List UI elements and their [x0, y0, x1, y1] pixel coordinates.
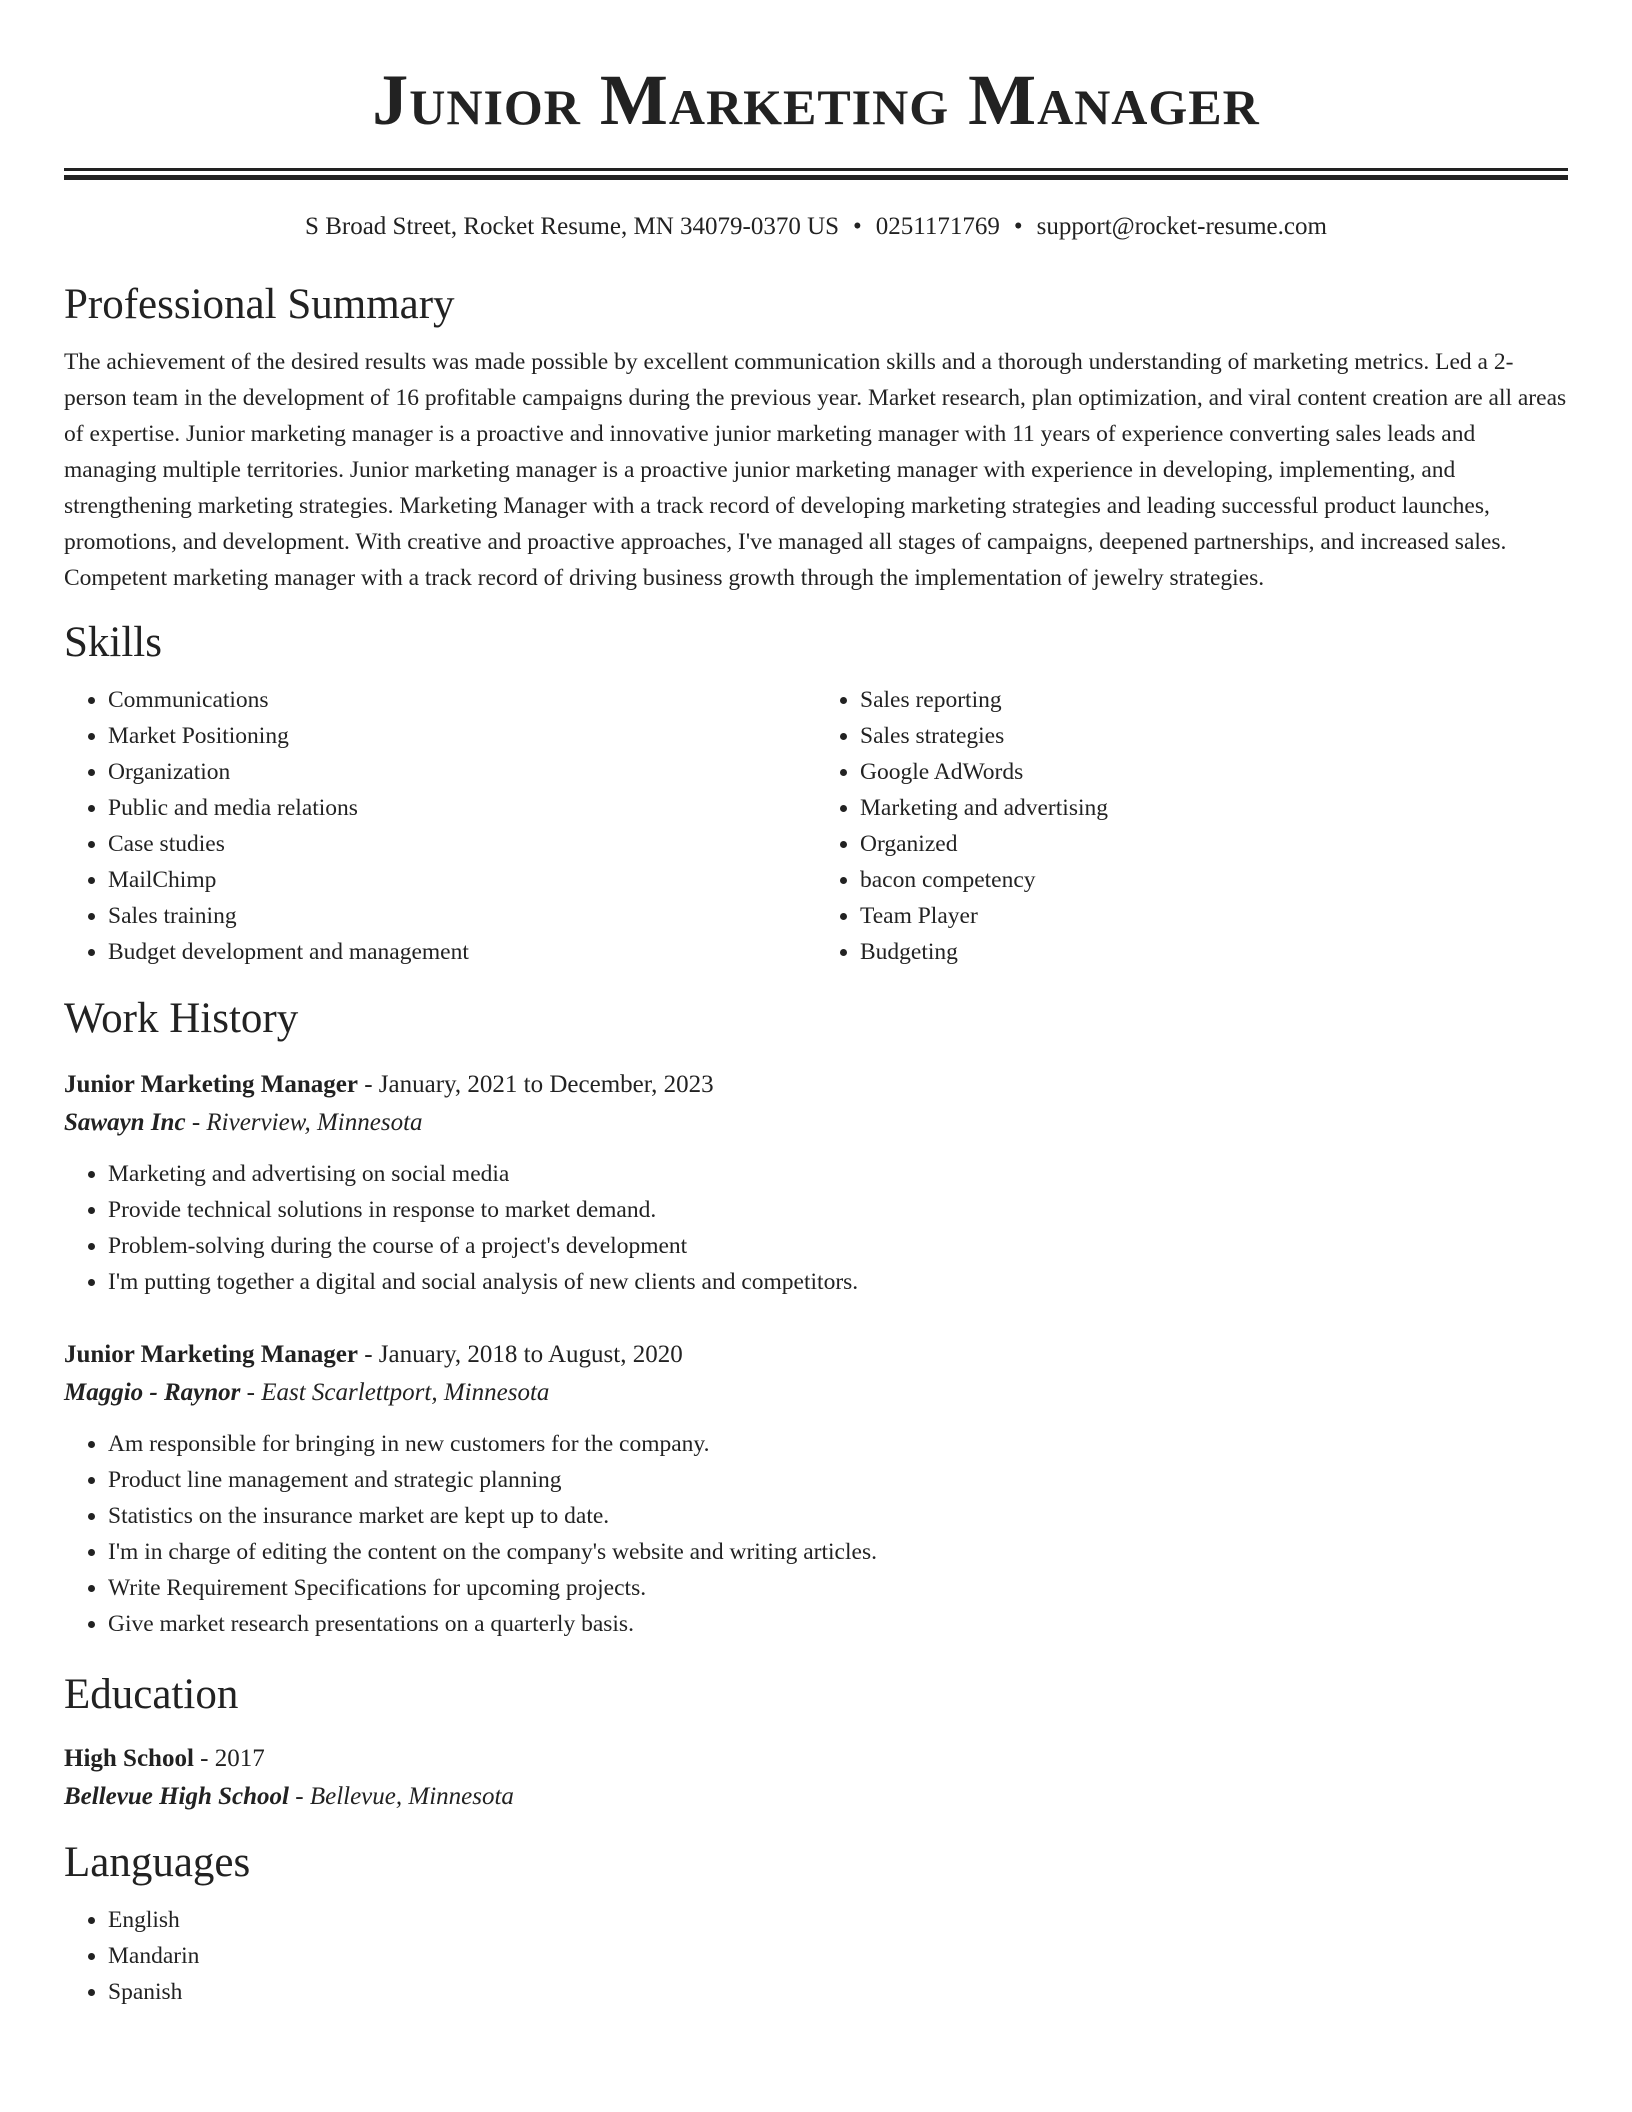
skill-item: • Organization: [108, 754, 816, 790]
company-line: [64, 1374, 1568, 1412]
skill-item: • Communications: [108, 682, 816, 718]
summary-heading: Professional Summary: [64, 281, 455, 328]
graduation-year: - 2017: [193, 1745, 265, 1772]
job-bullet: • Product line management and strategic planning: [108, 1462, 1568, 1498]
work-history-heading: Work History: [64, 995, 299, 1042]
job-bullet: • I'm in charge of editing the content on the company's website and writing articles.: [108, 1534, 1568, 1570]
skills-columns: [64, 682, 1568, 970]
company-location: - Riverview, Minnesota: [185, 1109, 423, 1136]
company-name: Sawayn Inc: [64, 1109, 186, 1136]
school-name: Bellevue High School: [64, 1783, 289, 1810]
title-divider: [64, 168, 1568, 180]
skill-item: • Budget development and management: [108, 934, 816, 970]
skill-item: • Organized: [860, 826, 1568, 862]
skill-item: • Market Positioning: [108, 718, 816, 754]
job-dates: - January, 2018 to August, 2020: [357, 1341, 683, 1368]
job-bullet: • Problem-solving during the course of a project's development: [108, 1228, 1568, 1264]
language-item: • Mandarin: [108, 1938, 1568, 1974]
company-location: - East Scarlettport, Minnesota: [240, 1379, 550, 1406]
contact-separator: •: [853, 213, 862, 240]
job-bullet: • Statistics on the insurance market are kept up to date.: [108, 1498, 1568, 1534]
skills-list-left: [64, 682, 816, 970]
language-item: • English: [108, 1902, 1568, 1938]
contact-phone: 0251171769: [875, 213, 1000, 240]
job-bullet: • Give market research presentations on a quarterly basis.: [108, 1606, 1568, 1642]
skill-item: • MailChimp: [108, 862, 816, 898]
degree: High School: [64, 1745, 194, 1772]
skill-item: • bacon competency: [860, 862, 1568, 898]
languages-list: [64, 1902, 1568, 2010]
skill-item: • Sales training: [108, 898, 816, 934]
company-name: Maggio - Raynor: [64, 1379, 241, 1406]
job-bullet: • Marketing and advertising on social media: [108, 1156, 1568, 1192]
skill-item: • Team Player: [860, 898, 1568, 934]
languages-heading: Languages: [64, 1839, 251, 1886]
job-dates: - January, 2021 to December, 2023: [357, 1071, 714, 1098]
job-title-line: [64, 1066, 1568, 1104]
skill-item: • Budgeting: [860, 934, 1568, 970]
job-bullets: [64, 1156, 1568, 1300]
job-bullets: [64, 1426, 1568, 1642]
skills-heading: Skills: [64, 619, 162, 666]
contact-separator: •: [1013, 213, 1023, 240]
degree-line: [64, 1740, 1568, 1778]
skill-item: • Public and media relations: [108, 790, 816, 826]
school-line: [64, 1778, 1568, 1816]
skill-item: • Google AdWords: [860, 754, 1568, 790]
skill-item: • Case studies: [108, 826, 816, 862]
job-bullet: • Provide technical solutions in response to market demand.: [108, 1192, 1568, 1228]
job-title-line: [64, 1336, 1568, 1374]
resume-title: Junior Marketing Manager: [372, 60, 1260, 140]
language-item: • Spanish: [108, 1974, 1568, 2010]
job-entry: [64, 1066, 1568, 1300]
skill-item: • Marketing and advertising: [860, 790, 1568, 826]
job-bullet: • Am responsible for bringing in new customers for the company.: [108, 1426, 1568, 1462]
contact-address: S Broad Street, Rocket Resume, MN 34079-0370 US: [305, 213, 840, 240]
job-bullet: • Write Requirement Specifications for upcoming projects.: [108, 1570, 1568, 1606]
school-location: - Bellevue, Minnesota: [289, 1783, 514, 1810]
education-heading: Education: [64, 1671, 239, 1718]
contact-email: support@rocket-resume.com: [1036, 213, 1327, 240]
skill-item: • Sales strategies: [860, 718, 1568, 754]
skills-list-right: [816, 682, 1568, 970]
skill-item: • Sales reporting: [860, 682, 1568, 718]
job-entry: [64, 1336, 1568, 1642]
contact-line: [64, 212, 1568, 242]
company-line: [64, 1104, 1568, 1142]
job-title: Junior Marketing Manager: [64, 1341, 358, 1368]
job-bullet: • I'm putting together a digital and social analysis of new clients and competitors.: [108, 1264, 1568, 1300]
summary-text: The achievement of the desired results was made possible by excellent communication skills and a thorough understanding of marketing metrics. Led a 2-person team in the development of 16 profitable campaigns during the previous year. Market research, plan optimization, and viral content creation are all areas of expertise. Junior marketing manager is a proactive and innovative junior marketing manager with 11 years of experience converting sales leads and managing multiple territories. Junior marketing manager is a proactive junior marketing manager with experience in developing, implementing, and strengthening marketing strategies. Marketing Manager with a track record of developing marketing strategies and leading successful product launches, promotions, and development. With creative and proactive approaches, I've managed all stages of campaigns, deepened partnerships, and increased sales. Competent marketing manager with a track record of driving business growth through the implementation of jewelry strategies.: [64, 349, 1567, 591]
job-title: Junior Marketing Manager: [64, 1071, 358, 1098]
education-entry: [64, 1740, 1568, 1816]
